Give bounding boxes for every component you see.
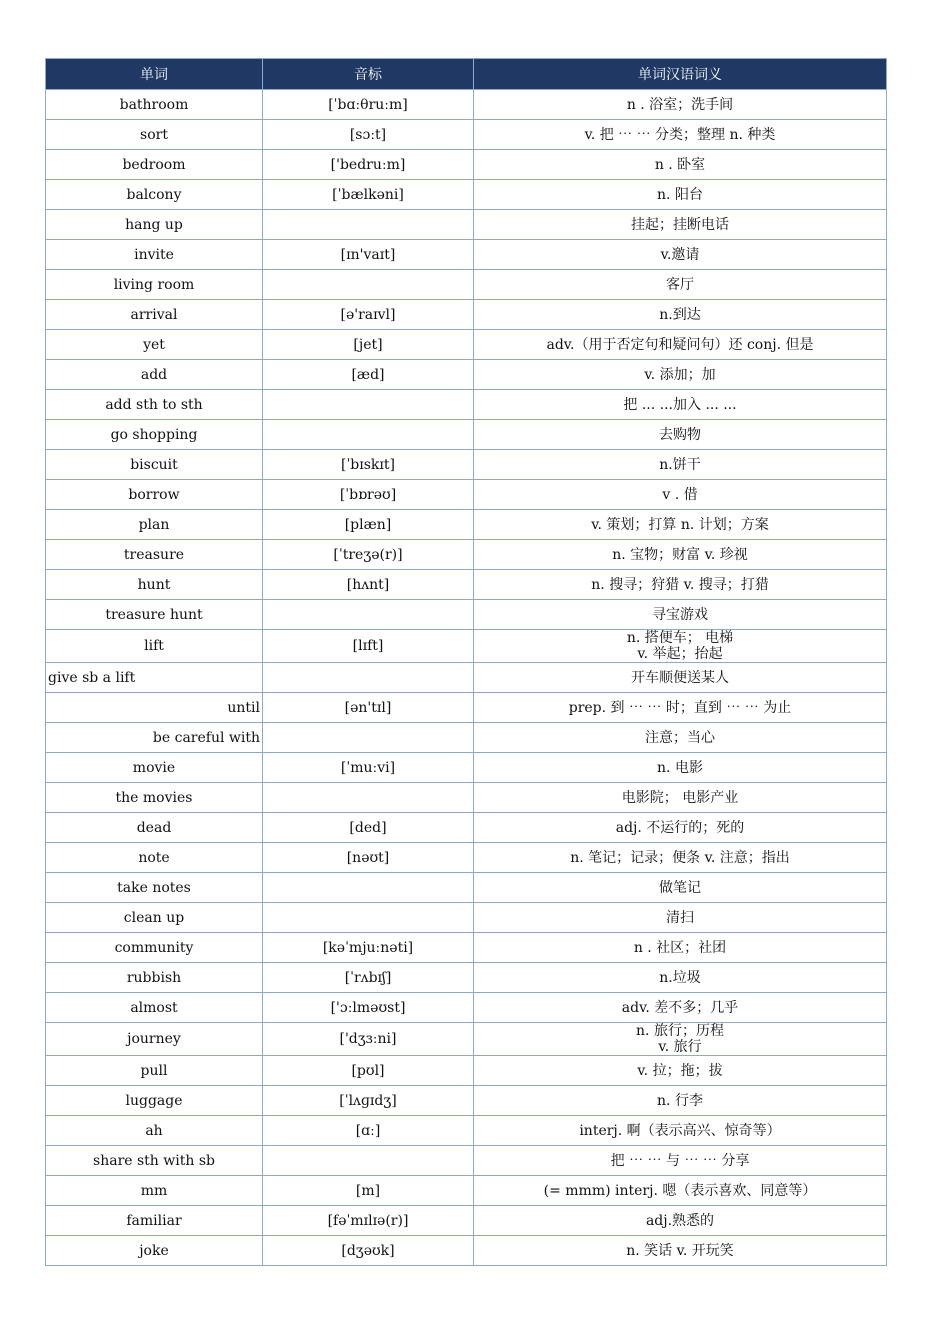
phonetic-cell: [hʌnt] bbox=[263, 570, 474, 600]
meaning-cell bbox=[474, 843, 887, 873]
word-cell: biscuit bbox=[46, 450, 263, 480]
word-cell: add sth to sth bbox=[46, 390, 263, 420]
meaning-line: n . 社区；社团 bbox=[633, 939, 727, 956]
phonetic-cell: [ən'tɪl] bbox=[263, 693, 474, 723]
word-cell: hunt bbox=[46, 570, 263, 600]
header-row bbox=[46, 59, 887, 90]
table-row bbox=[46, 1086, 887, 1116]
header-meaning: 单词汉语词义 bbox=[474, 59, 887, 90]
phonetic-cell bbox=[263, 873, 474, 903]
meaning-line: n . 浴室；洗手间 bbox=[626, 96, 734, 113]
phonetic-cell: [ded] bbox=[263, 813, 474, 843]
meaning-line: adj. 不运行的；死的 bbox=[615, 819, 745, 836]
phonetic-cell: [nəʊt] bbox=[263, 843, 474, 873]
meaning-line: v. 策划；打算 n. 计划；方案 bbox=[591, 516, 769, 533]
meaning-cell bbox=[474, 1056, 887, 1086]
table-row bbox=[46, 240, 887, 270]
phonetic-cell bbox=[263, 390, 474, 420]
phonetic-cell: [plæn] bbox=[263, 510, 474, 540]
meaning-line: v.邀请 bbox=[660, 246, 700, 263]
word-cell: add bbox=[46, 360, 263, 390]
word-cell: familiar bbox=[46, 1206, 263, 1236]
phonetic-cell: [ˈbɑːθruːm] bbox=[263, 90, 474, 120]
meaning-line: n. 搜寻；狩猎 v. 搜寻；打猎 bbox=[591, 576, 769, 593]
table-row bbox=[46, 1023, 887, 1056]
table-row bbox=[46, 450, 887, 480]
word-cell: bedroom bbox=[46, 150, 263, 180]
phonetic-cell bbox=[263, 783, 474, 813]
meaning-line: 寻宝游戏 bbox=[652, 606, 708, 623]
table-row bbox=[46, 1116, 887, 1146]
meaning-cell bbox=[474, 480, 887, 510]
meaning-cell bbox=[474, 600, 887, 630]
meaning-cell bbox=[474, 1086, 887, 1116]
word-cell: sort bbox=[46, 120, 263, 150]
table-row bbox=[46, 753, 887, 783]
word-cell: go shopping bbox=[46, 420, 263, 450]
table-row bbox=[46, 1146, 887, 1176]
meaning-cell bbox=[474, 903, 887, 933]
table-row bbox=[46, 1176, 887, 1206]
meaning-line: v. 添加；加 bbox=[644, 366, 716, 383]
phonetic-cell: [ˈbɒrəʊ] bbox=[263, 480, 474, 510]
vocabulary-table bbox=[45, 58, 887, 1266]
table-row bbox=[46, 510, 887, 540]
meaning-cell bbox=[474, 723, 887, 753]
word-cell: pull bbox=[46, 1056, 263, 1086]
meaning-cell bbox=[474, 1236, 887, 1266]
meaning-cell bbox=[474, 630, 887, 663]
word-cell: almost bbox=[46, 993, 263, 1023]
word-cell: take notes bbox=[46, 873, 263, 903]
table-row bbox=[46, 120, 887, 150]
table-row bbox=[46, 540, 887, 570]
meaning-line: n.垃圾 bbox=[659, 969, 701, 986]
word-cell: the movies bbox=[46, 783, 263, 813]
meaning-cell bbox=[474, 240, 887, 270]
meaning-cell bbox=[474, 1116, 887, 1146]
meaning-line: (= mmm) interj. 嗯（表示喜欢、同意等） bbox=[543, 1182, 817, 1199]
word-cell: joke bbox=[46, 1236, 263, 1266]
header-word: 单词 bbox=[46, 59, 263, 90]
phonetic-cell: ['dʒɜːni] bbox=[263, 1023, 474, 1056]
meaning-line: 去购物 bbox=[659, 426, 701, 443]
word-cell: journey bbox=[46, 1023, 263, 1056]
word-cell: clean up bbox=[46, 903, 263, 933]
meaning-cell bbox=[474, 993, 887, 1023]
phonetic-cell bbox=[263, 600, 474, 630]
phonetic-cell: [kəˈmjuːnəti] bbox=[263, 933, 474, 963]
phonetic-cell bbox=[263, 420, 474, 450]
word-cell: rubbish bbox=[46, 963, 263, 993]
table-row bbox=[46, 843, 887, 873]
phonetic-cell bbox=[263, 723, 474, 753]
meaning-cell bbox=[474, 330, 887, 360]
meaning-line: adv.（用于否定句和疑问句）还 conj. 但是 bbox=[546, 336, 814, 353]
phonetic-cell bbox=[263, 1146, 474, 1176]
meaning-line: adj.熟悉的 bbox=[645, 1212, 715, 1229]
table-row bbox=[46, 480, 887, 510]
phonetic-cell: [ˈbælkəni] bbox=[263, 180, 474, 210]
word-cell: invite bbox=[46, 240, 263, 270]
meaning-line: v. 把 ⋯ ⋯ 分类；整理 n. 种类 bbox=[584, 126, 776, 143]
meaning-cell bbox=[474, 963, 887, 993]
meaning-line: v . 借 bbox=[662, 486, 698, 503]
phonetic-cell: [ɑː] bbox=[263, 1116, 474, 1146]
meaning-cell bbox=[474, 300, 887, 330]
word-cell: yet bbox=[46, 330, 263, 360]
meaning-cell bbox=[474, 360, 887, 390]
meaning-cell bbox=[474, 390, 887, 420]
phonetic-cell: ['ɔːlməʊst] bbox=[263, 993, 474, 1023]
meaning-cell bbox=[474, 420, 887, 450]
table-row bbox=[46, 210, 887, 240]
table-row bbox=[46, 330, 887, 360]
phonetic-cell: [ˈrʌbɪʃ] bbox=[263, 963, 474, 993]
meaning-cell bbox=[474, 180, 887, 210]
table-row bbox=[46, 300, 887, 330]
phonetic-cell: [jet] bbox=[263, 330, 474, 360]
table-row bbox=[46, 570, 887, 600]
table-row bbox=[46, 1206, 887, 1236]
meaning-cell bbox=[474, 693, 887, 723]
meaning-line: v. 举起；抬起 bbox=[637, 646, 723, 662]
meaning-line: n. 搭便车； 电梯 bbox=[626, 630, 734, 646]
meaning-line: n. 阳台 bbox=[657, 186, 703, 203]
header-phonetic: 音标 bbox=[263, 59, 474, 90]
meaning-cell bbox=[474, 1206, 887, 1236]
phonetic-cell: [m] bbox=[263, 1176, 474, 1206]
phonetic-cell: [ˈbɪskɪt] bbox=[263, 450, 474, 480]
phonetic-cell: [dʒəʊk] bbox=[263, 1236, 474, 1266]
word-cell: living room bbox=[46, 270, 263, 300]
meaning-line: n . 卧室 bbox=[654, 156, 706, 173]
word-cell: dead bbox=[46, 813, 263, 843]
table-row bbox=[46, 420, 887, 450]
word-cell: movie bbox=[46, 753, 263, 783]
meaning-line: n. 笔记；记录；便条 v. 注意；指出 bbox=[570, 849, 790, 866]
meaning-line: 客厅 bbox=[666, 276, 694, 293]
word-cell: until bbox=[46, 693, 263, 723]
phonetic-cell: [ˈlʌɡɪdʒ] bbox=[263, 1086, 474, 1116]
word-cell: share sth with sb bbox=[46, 1146, 263, 1176]
meaning-cell bbox=[474, 120, 887, 150]
meaning-line: n.到达 bbox=[659, 306, 701, 323]
meaning-line: n. 笑话 v. 开玩笑 bbox=[626, 1242, 734, 1259]
meaning-line: adv. 差不多；几乎 bbox=[621, 999, 739, 1016]
table-row bbox=[46, 813, 887, 843]
meaning-line: v. 旅行 bbox=[658, 1039, 702, 1055]
meaning-cell bbox=[474, 1023, 887, 1056]
table-row bbox=[46, 180, 887, 210]
meaning-line: prep. 到 ⋯ ⋯ 时；直到 ⋯ ⋯ 为止 bbox=[568, 699, 792, 716]
word-cell: note bbox=[46, 843, 263, 873]
table-row bbox=[46, 873, 887, 903]
phonetic-cell: [sɔːt] bbox=[263, 120, 474, 150]
meaning-cell bbox=[474, 540, 887, 570]
meaning-cell bbox=[474, 933, 887, 963]
phonetic-cell: [pʊl] bbox=[263, 1056, 474, 1086]
meaning-cell bbox=[474, 210, 887, 240]
meaning-cell bbox=[474, 510, 887, 540]
meaning-line: 电影院； 电影产业 bbox=[621, 789, 739, 806]
word-cell: arrival bbox=[46, 300, 263, 330]
table-row bbox=[46, 723, 887, 753]
phonetic-cell: [fəˈmɪlɪə(r)] bbox=[263, 1206, 474, 1236]
meaning-cell bbox=[474, 1146, 887, 1176]
table-row bbox=[46, 783, 887, 813]
word-cell: be careful with bbox=[46, 723, 263, 753]
table-row bbox=[46, 693, 887, 723]
table-row bbox=[46, 90, 887, 120]
phonetic-cell bbox=[263, 903, 474, 933]
phonetic-cell: [lɪft] bbox=[263, 630, 474, 663]
meaning-line: n. 宝物；财富 v. 珍视 bbox=[612, 546, 748, 563]
word-cell: lift bbox=[46, 630, 263, 663]
meaning-line: 开车顺便送某人 bbox=[631, 669, 729, 686]
meaning-cell bbox=[474, 753, 887, 783]
meaning-line: 把 ⋯ ⋯ 与 ⋯ ⋯ 分享 bbox=[610, 1152, 750, 1169]
meaning-cell bbox=[474, 1176, 887, 1206]
table-row bbox=[46, 1236, 887, 1266]
phonetic-cell: [ˈmuːvi] bbox=[263, 753, 474, 783]
phonetic-cell bbox=[263, 663, 474, 693]
phonetic-cell bbox=[263, 270, 474, 300]
table-body bbox=[46, 90, 887, 1266]
word-cell: borrow bbox=[46, 480, 263, 510]
word-cell: ah bbox=[46, 1116, 263, 1146]
meaning-line: n.饼干 bbox=[659, 456, 701, 473]
word-cell: balcony bbox=[46, 180, 263, 210]
word-cell: luggage bbox=[46, 1086, 263, 1116]
word-cell: give sb a lift bbox=[46, 663, 263, 693]
meaning-cell bbox=[474, 813, 887, 843]
meaning-line: n. 旅行；历程 bbox=[636, 1023, 724, 1039]
table-row bbox=[46, 963, 887, 993]
word-cell: community bbox=[46, 933, 263, 963]
word-cell: treasure bbox=[46, 540, 263, 570]
word-cell: bathroom bbox=[46, 90, 263, 120]
phonetic-cell: [ə'raɪvl] bbox=[263, 300, 474, 330]
meaning-line: 挂起；挂断电话 bbox=[631, 216, 729, 233]
phonetic-cell bbox=[263, 210, 474, 240]
meaning-cell bbox=[474, 450, 887, 480]
table-row bbox=[46, 270, 887, 300]
meaning-line: v. 拉；拖；拔 bbox=[637, 1062, 723, 1079]
table-row bbox=[46, 1056, 887, 1086]
meaning-line: 注意；当心 bbox=[645, 729, 715, 746]
table-row bbox=[46, 903, 887, 933]
table-row bbox=[46, 600, 887, 630]
meaning-cell bbox=[474, 90, 887, 120]
meaning-cell bbox=[474, 783, 887, 813]
word-cell: treasure hunt bbox=[46, 600, 263, 630]
table-row bbox=[46, 663, 887, 693]
meaning-line: 做笔记 bbox=[659, 879, 701, 896]
meaning-cell bbox=[474, 663, 887, 693]
meaning-line: 清扫 bbox=[666, 909, 694, 926]
meaning-cell bbox=[474, 270, 887, 300]
meaning-cell bbox=[474, 873, 887, 903]
word-cell: hang up bbox=[46, 210, 263, 240]
table-row bbox=[46, 150, 887, 180]
meaning-cell bbox=[474, 570, 887, 600]
table-row bbox=[46, 390, 887, 420]
table-row bbox=[46, 993, 887, 1023]
phonetic-cell: [æd] bbox=[263, 360, 474, 390]
meaning-cell bbox=[474, 150, 887, 180]
table-header bbox=[46, 59, 887, 90]
meaning-line: interj. 啊（表示高兴、惊奇等） bbox=[579, 1122, 781, 1139]
phonetic-cell: [ˈtreʒə(r)] bbox=[263, 540, 474, 570]
meaning-line: n. 行李 bbox=[657, 1092, 703, 1109]
meaning-line: n. 电影 bbox=[657, 759, 703, 776]
meaning-line: 把 ... ...加入 ... ... bbox=[623, 396, 737, 413]
table-row bbox=[46, 933, 887, 963]
word-cell: plan bbox=[46, 510, 263, 540]
table-row bbox=[46, 360, 887, 390]
table-row bbox=[46, 630, 887, 663]
phonetic-cell: ['bedruːm] bbox=[263, 150, 474, 180]
phonetic-cell: [ɪn'vaɪt] bbox=[263, 240, 474, 270]
word-cell: mm bbox=[46, 1176, 263, 1206]
